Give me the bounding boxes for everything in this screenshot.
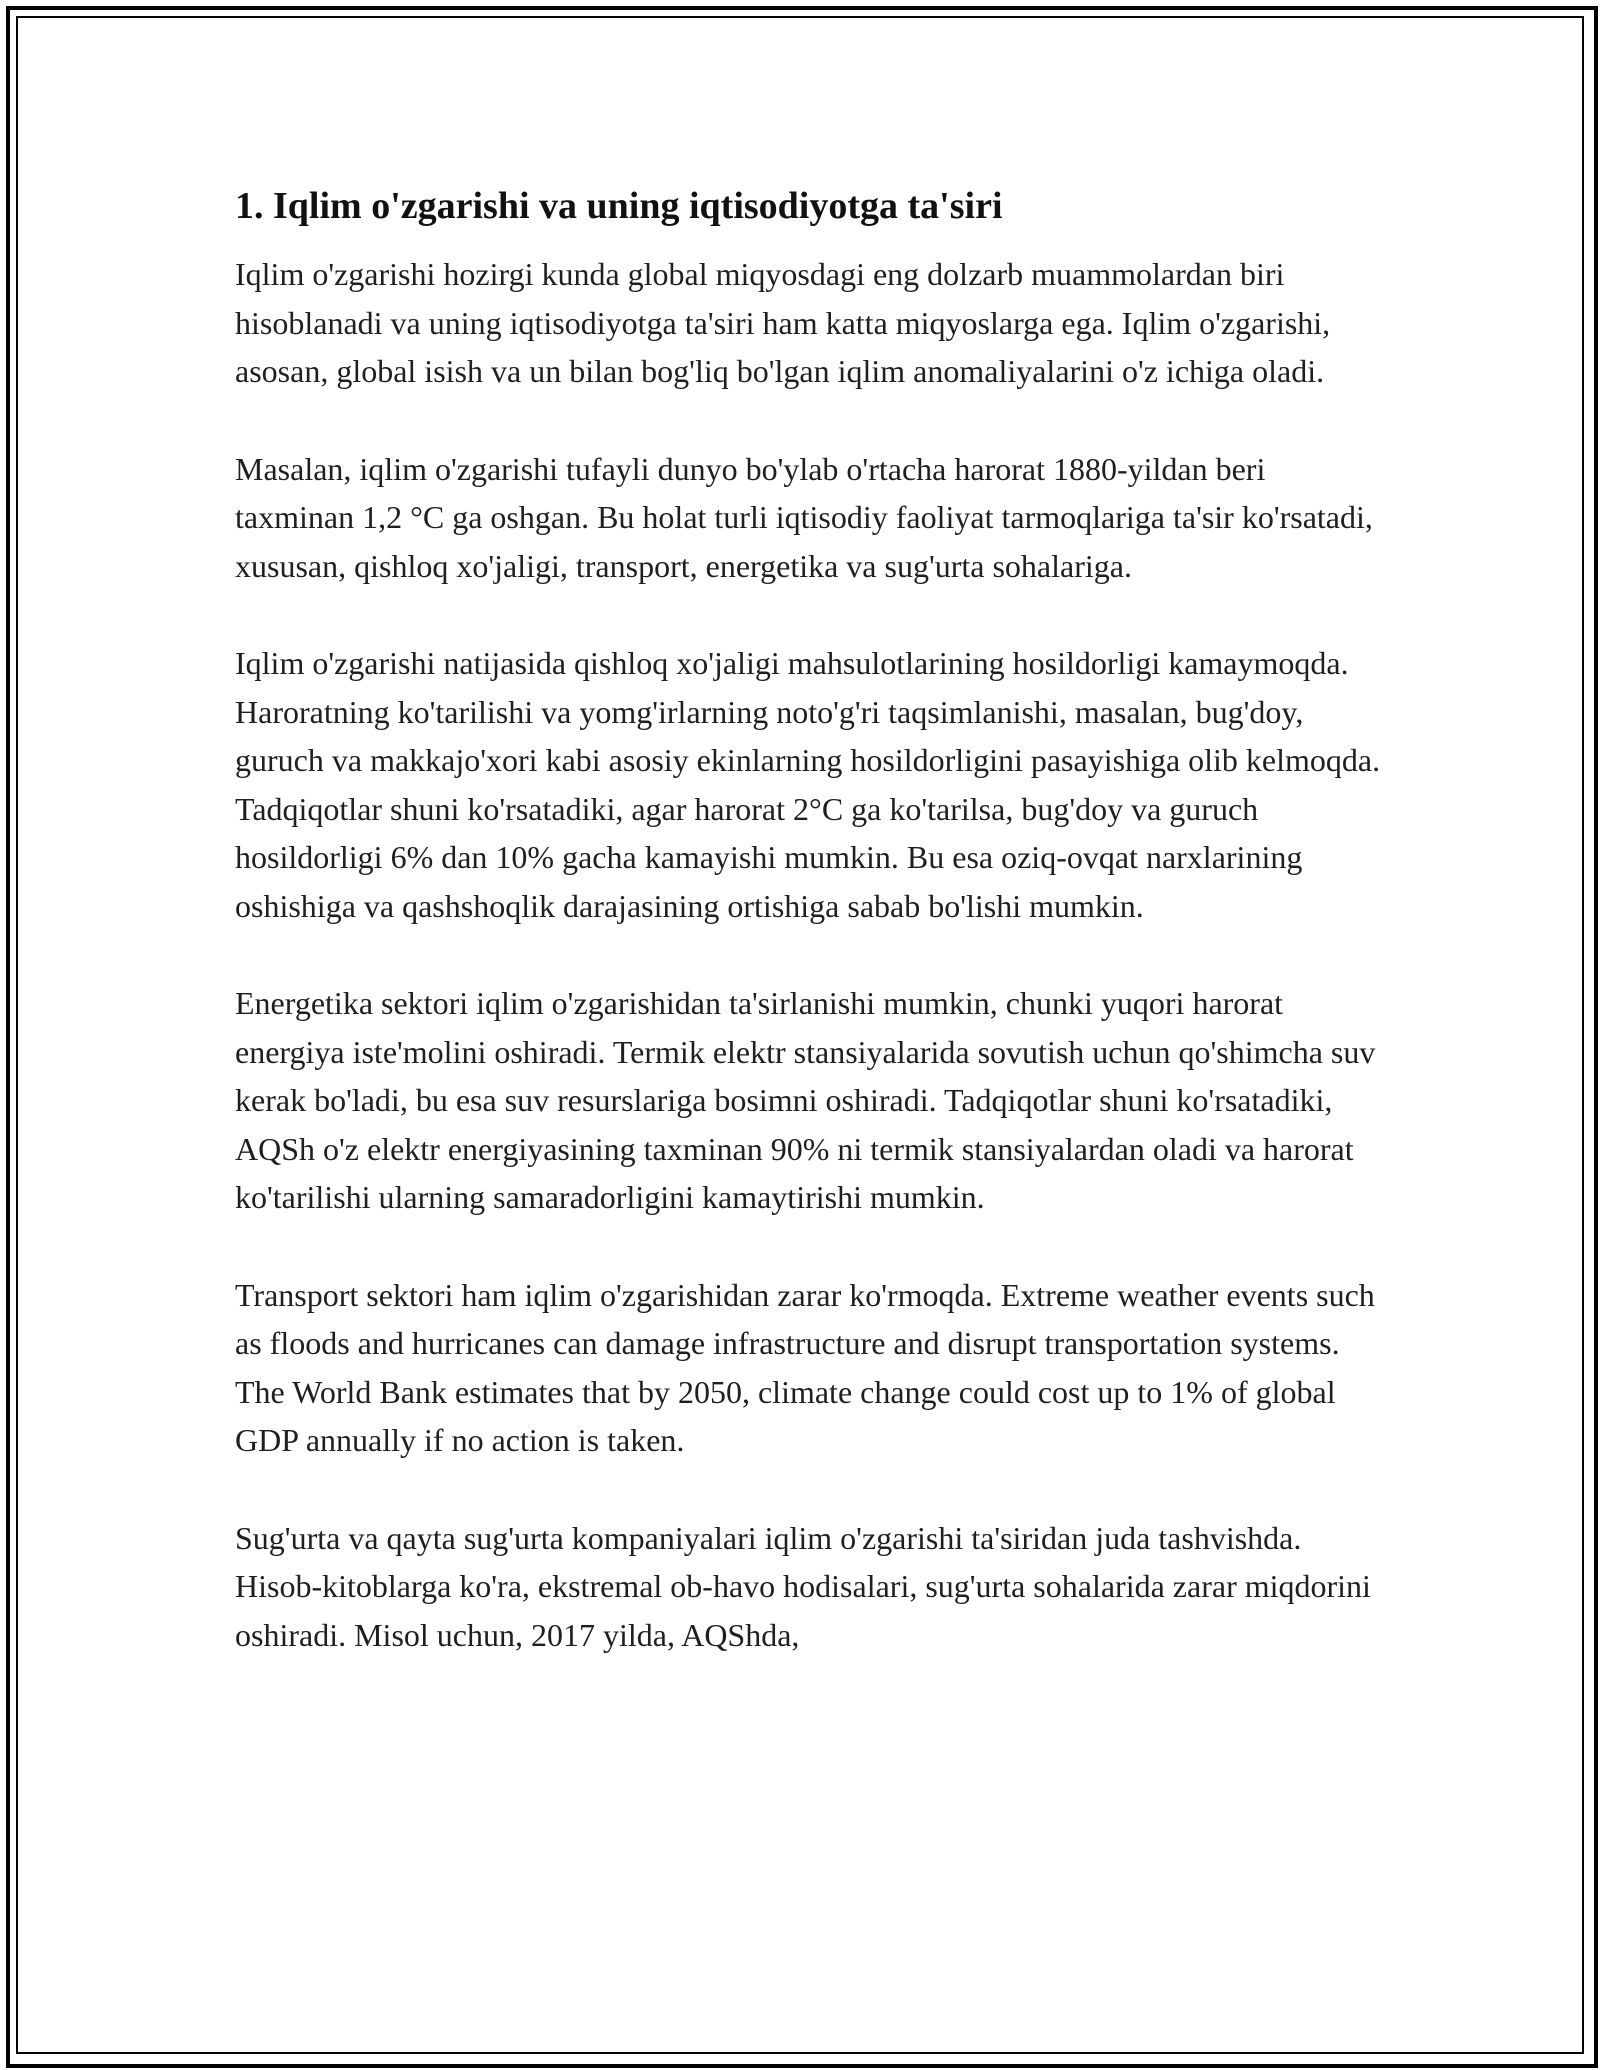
document-body [235,182,1385,1708]
paragraph-energy: Energetika sektori iqlim o'zgarishidan ta'sirlanishi mumkin, chunki yuqori harorat energiya iste'molini oshiradi. Termik elektr stansiyalarida sovutish uchun qo'shimcha suv kerak bo'ladi, bu esa suv resurslariga bosimni oshiradi. Tadqiqotlar shuni ko'rsatadiki, AQSh o'z elektr energiyasining taxminan 90% ni termik stansiyalardan oladi va harorat ko'tarilishi ularning samaradorligini kamaytirishi mumkin. [235,985,1376,1215]
paragraph-transport: Transport sektori ham iqlim o'zgarishidan zarar ko'rmoqda. Extreme weather events such as floods and hurricanes can damage infrastructure and disrupt transportation systems. The World Bank estimates that by 2050, climate change could cost up to 1% of global GDP annually if no action is taken. [235,1276,1375,1458]
paragraph-insurance: Sug'urta va qayta sug'urta kompaniyalari iqlim o'zgarishi ta'siridan juda tashvishda. Hisob-kitoblarga ko'ra, ekstremal ob-havo hodisalari, sug'urta sohalarida zarar miqdorini oshiradi. Misol uchun, 2017 yilda, AQShda, [235,1519,1371,1653]
section-heading: 1. Iqlim o'zgarishi va uning iqtisodiyotga ta'siri [235,185,1003,227]
paragraph-agriculture: Iqlim o'zgarishi natijasida qishloq xo'jaligi mahsulotlarining hosildorligi kamaymoqda. Haroratning ko'tarilishi va yomg'irlarning noto'g'ri taqsimlanishi, masalan, bug'doy, guruch va makkajo'xori kabi asosiy ekinlarning hosildorligini pasayishiga olib kelmoqda. Tadqiqotlar shuni ko'rsatadiki, agar harorat 2°C ga ko'tarilsa, bug'doy va guruch hosildorligi 6% dan 10% gacha kamayishi mumkin. Bu esa oziq-ovqat narxlarining oshishiga va qashshoqlik darajasining ortishiga sabab bo'lishi mumkin. [235,645,1381,924]
paragraph-temperature: Masalan, iqlim o'zgarishi tufayli dunyo bo'ylab o'rtacha harorat 1880-yildan beri taxminan 1,2 °C ga oshgan. Bu holat turli iqtisodiy faoliyat tarmoqlariga ta'sir ko'rsatadi, xususan, qishloq xo'jaligi, transport, energetika va sug'urta sohalariga. [235,450,1373,584]
paragraph-intro: Iqlim o'zgarishi hozirgi kunda global miqyosdagi eng dolzarb muammolardan biri hisoblanadi va uning iqtisodiyotga ta'siri ham katta miqyoslarga ega. Iqlim o'zgarishi, asosan, global isish va un bilan bog'liq bo'lgan iqlim anomaliyalarini o'z ichiga oladi. [235,256,1331,389]
